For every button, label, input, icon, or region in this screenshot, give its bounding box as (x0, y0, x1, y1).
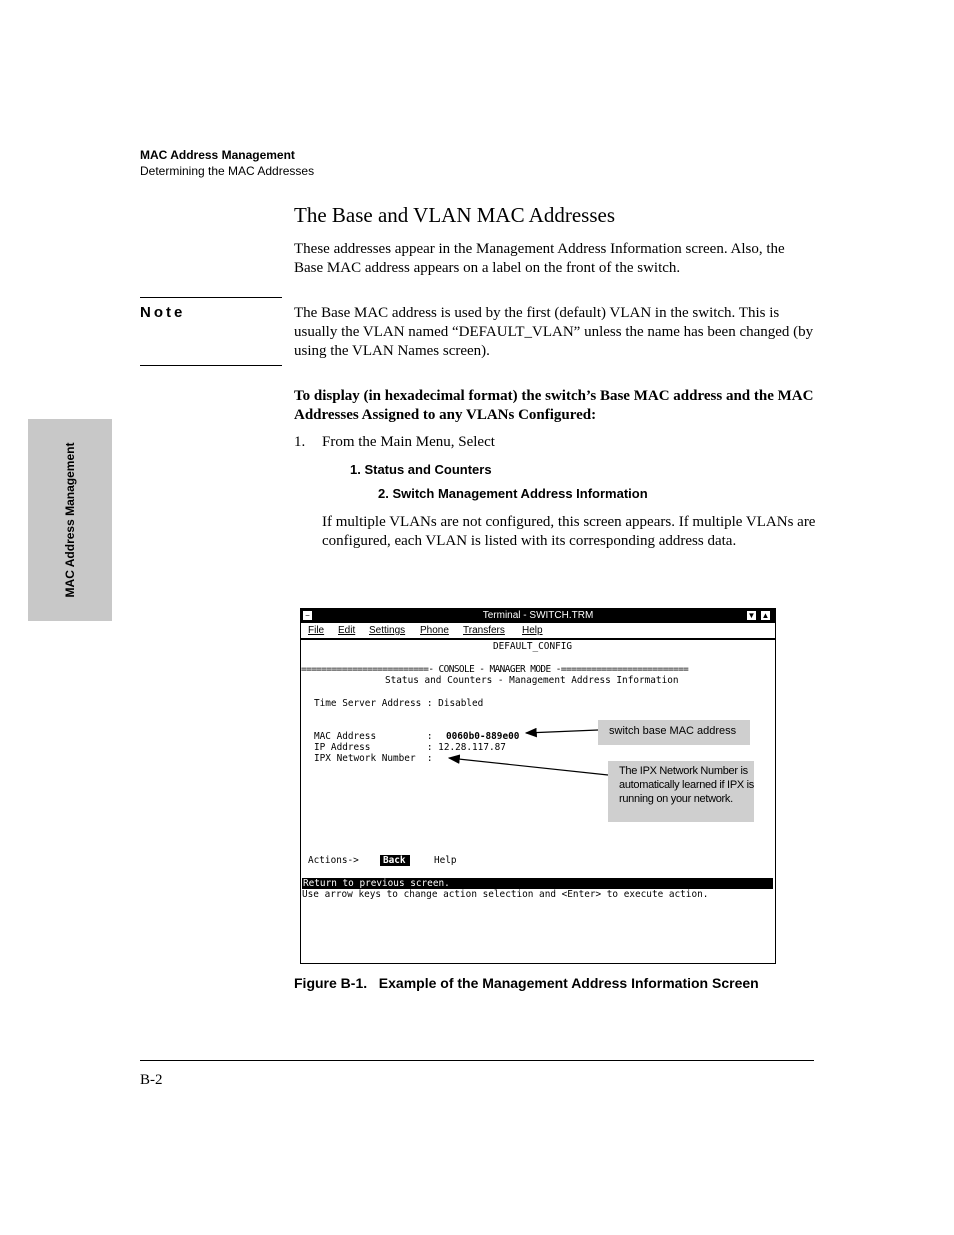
menu-path-item-1: 1. Status and Counters (350, 462, 492, 477)
hint-line: Use arrow keys to change action selection and <Enter> to execute action. (302, 889, 709, 900)
intro-paragraph: These addresses appear in the Management Address Information screen. Also, the Base MAC address appears on a label on the front of the switch. (294, 241, 785, 276)
menu-path-item-2: 2. Switch Management Address Information (378, 486, 648, 501)
minimize-icon[interactable]: ▼ (747, 611, 756, 620)
figure-caption: Figure B-1. Example of the Management Address Information Screen (294, 975, 759, 991)
callout-mac-address: switch base MAC address (598, 720, 750, 745)
step-number: 1. (294, 434, 306, 450)
ipx-network-line: IPX Network Number : (314, 753, 433, 764)
running-header-section: Determining the MAC Addresses (140, 164, 315, 178)
system-menu-icon[interactable]: − (302, 610, 313, 621)
menu-settings[interactable]: Settings (369, 625, 406, 636)
screen-title: Status and Counters - Management Address Information (385, 675, 679, 686)
menu-edit[interactable]: Edit (338, 625, 356, 636)
running-header-chapter: MAC Address Management (140, 148, 295, 162)
note-text: The Base MAC address is used by the first (default) VLAN in the switch. This is usually the VLAN named “DEFAULT_VLAN” unless the name has been changed (by using the VLAN Names screen). (294, 305, 814, 359)
menu-phone[interactable]: Phone (420, 625, 449, 636)
mac-address-value: 0060b0-889e00 (446, 731, 520, 742)
action-help-button[interactable]: Help (434, 855, 457, 866)
status-line: Return to previous screen. (303, 878, 450, 889)
config-name: DEFAULT_CONFIG (493, 641, 573, 652)
actions-label: Actions-> (308, 855, 359, 866)
step-explanation: If multiple VLANs are not configured, this screen appears. If multiple VLANs are configured, each VLAN is listed with its corresponding address data. (322, 514, 816, 549)
menu-transfers[interactable]: Transfers (463, 625, 505, 636)
section-title: The Base and VLAN MAC Addresses (294, 203, 615, 227)
mac-address-label: MAC Address : (314, 731, 433, 742)
maximize-icon[interactable]: ▲ (761, 611, 770, 620)
side-tab-label: MAC Address Management (63, 442, 77, 598)
ip-address-line: IP Address : 12.28.117.87 (314, 742, 506, 753)
page-number: B-2 (140, 1072, 163, 1088)
menu-file[interactable]: File (308, 625, 325, 636)
footer-rule (140, 1060, 814, 1061)
action-back-button[interactable]: Back (380, 855, 410, 866)
note-label: Note (140, 304, 186, 321)
menu-help[interactable]: Help (522, 625, 543, 636)
ipx-callout-arrow (449, 758, 608, 775)
terminal-title: Terminal - SWITCH.TRM (482, 610, 594, 621)
mac-callout-arrow (526, 730, 598, 733)
time-server-line: Time Server Address : Disabled (314, 698, 484, 709)
callout-ipx-network: The IPX Network Number is automatically learned if IPX is running on your network. (608, 761, 754, 822)
step-text: From the Main Menu, Select (322, 434, 495, 450)
mode-line: =========================- CONSOLE - MANAGER MODE -========================= (301, 664, 689, 675)
procedure-heading: To display (in hexadecimal format) the switch’s Base MAC address and the MAC Addresses Assigned to any VLANs Configured: (294, 388, 814, 423)
